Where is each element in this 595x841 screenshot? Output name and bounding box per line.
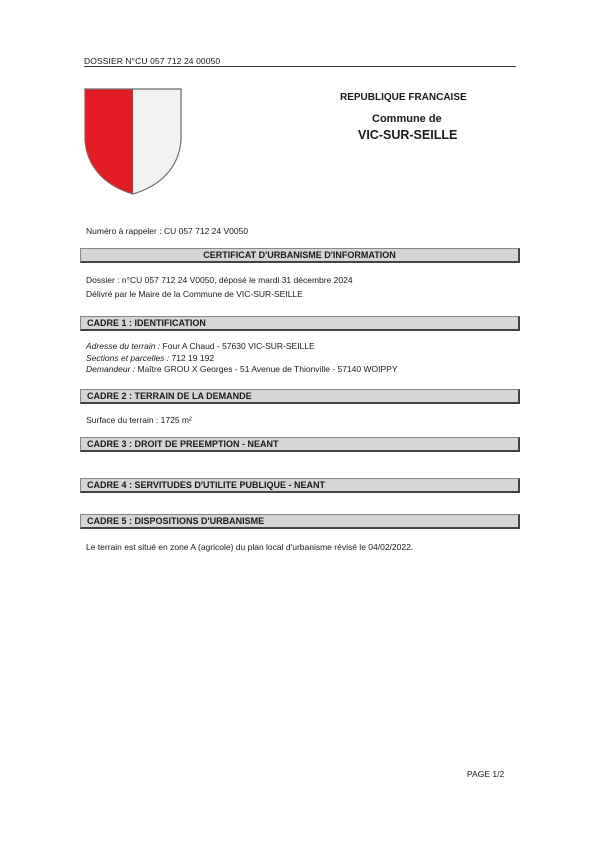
shield-red-half (85, 89, 133, 194)
header-divider (84, 66, 516, 67)
address-value: Four A Chaud - 57630 VIC-SUR-SEILLE (160, 341, 315, 351)
dossier-line: Dossier : n°CU 057 712 24 V0050, déposé le mardi 31 décembre 2024 (86, 275, 353, 285)
commune-label: Commune de (372, 113, 442, 125)
surface-line: Surface du terrain : 1725 m² (86, 415, 192, 425)
cadre5-title-bar: CADRE 5 : DISPOSITIONS D'URBANISME (80, 514, 520, 529)
commune-name: VIC-SUR-SEILLE (358, 128, 458, 142)
parcels-line (86, 353, 214, 363)
applicant-value: Maître GROU X Georges - 51 Avenue de Thionville - 57140 WOIPPY (135, 364, 398, 374)
zoning-line: Le terrain est situé en zone A (agricole) du plan local d'urbanisme révisé le 04/02/2022. (86, 542, 414, 552)
cadre2-title-bar: CADRE 2 : TERRAIN DE LA DEMANDE (80, 389, 520, 404)
reference-number: Numéro à rappeler : CU 057 712 24 V0050 (86, 226, 249, 236)
cadre3-title-bar: CADRE 3 : DROIT DE PREEMPTION - NEANT (80, 437, 520, 452)
parcels-value: 712 19 192 (169, 353, 215, 363)
applicant-label: Demandeur : (86, 364, 136, 374)
page-number: PAGE 1/2 (467, 769, 505, 779)
republic-heading: REPUBLIQUE FRANCAISE (340, 92, 467, 103)
cadre1-title-bar: CADRE 1 : IDENTIFICATION (80, 316, 520, 331)
certificate-title-bar: CERTIFICAT D'URBANISME D'INFORMATION (80, 248, 520, 263)
dossier-number: DOSSIER N°CU 057 712 24 00050 (84, 56, 221, 66)
address-label: Adresse du terrain : (86, 341, 161, 351)
shield-silver-half (133, 89, 181, 194)
cadre4-title-bar: CADRE 4 : SERVITUDES D'UTILITE PUBLIQUE - NEANT (80, 478, 520, 493)
applicant-line (86, 364, 398, 374)
coat-of-arms-icon (84, 88, 182, 196)
address-line (86, 341, 315, 351)
delivered-line: Délivré par le Maire de la Commune de VIC-SUR-SEILLE (86, 289, 303, 299)
parcels-label: Sections et parcelles : (86, 353, 170, 363)
